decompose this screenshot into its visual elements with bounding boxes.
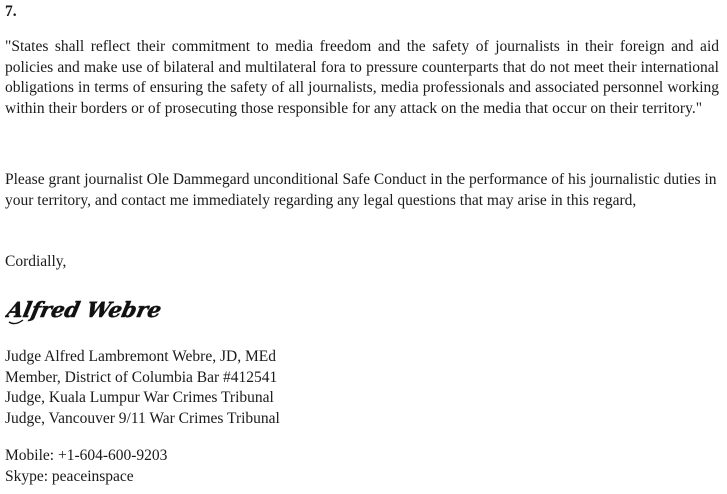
- contact-info: [5, 446, 167, 487]
- credential-line: Member, District of Columbia Bar #412541: [5, 368, 278, 386]
- signatory-credentials: [5, 347, 280, 429]
- safe-conduct-request: Please grant journalist Ole Dammegard unconditional Safe Conduct in the performance of his journalistic duties in your territory, and contact me immediately regarding any legal questions that may arise in this regard,: [5, 171, 717, 209]
- credential-line: Judge Alfred Lambremont Webre, JD, MEd: [5, 348, 276, 365]
- section-number: 7.: [5, 3, 17, 20]
- closing-salutation: Cordially,: [5, 253, 67, 270]
- quoted-declaration: "States shall reflect their commitment to media freedom and the safety of journalists in their foreign and aid policies and make use of bilateral and multilateral fora to pressure counterparts that do not meet their international obligations in terms of ensuring the safety of all journalists, media professionals and associated personnel working within their borders or of prosecuting those responsible for any attack on the media that occur on their territory.": [5, 38, 719, 117]
- credential-line: Judge, Vancouver 9/11 War Crimes Tribunal: [5, 409, 280, 427]
- handwritten-signature: [5, 292, 205, 332]
- credential-line: Judge, Kuala Lumpur War Crimes Tribunal: [5, 389, 274, 406]
- skype-handle: Skype: peaceinspace: [5, 467, 134, 485]
- mobile-number: Mobile: +1-604-600-9203: [5, 447, 168, 464]
- svg-text:Alfred Webre: Alfred Webre: [5, 298, 164, 323]
